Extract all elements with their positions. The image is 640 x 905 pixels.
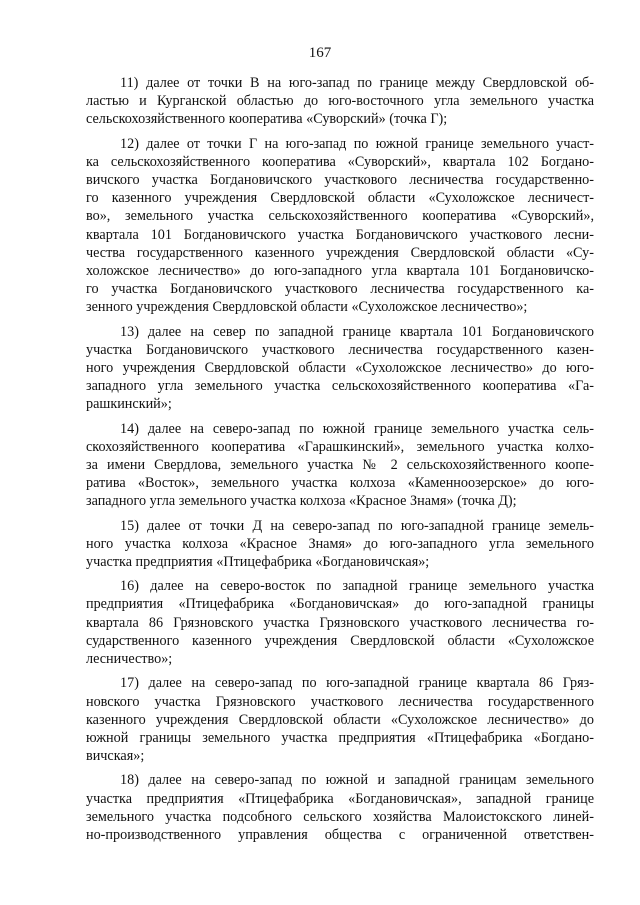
text-line: новского участка Грязновского участкового лесничества государственного xyxy=(86,693,594,710)
text-line: чества государственного казенного учреждения Свердловской области «Су- xyxy=(86,244,594,261)
document-body xyxy=(86,74,594,850)
text-line: 16) далее на северо-восток по западной границе земельного участка xyxy=(120,578,594,595)
text-line: участка предприятия «Птицефабрика «Богдановичская»; xyxy=(86,554,430,571)
text-line: за имени Свердлова, земельного участка № 2 сельскохозяйственного коопе- xyxy=(86,457,594,474)
text-line: квартала 86 Грязновского участка Грязновского участкового лесничества го- xyxy=(86,614,594,631)
text-line: западного угла земельного участка сельскохозяйственного кооператива «Га- xyxy=(86,378,594,395)
text-line: 18) далее на северо-запад по южной и западной границам земельного xyxy=(120,772,594,789)
text-line: ного учреждения Свердловской области «Сухоложское лесничество» до юго- xyxy=(86,360,594,377)
paragraph xyxy=(86,420,594,511)
text-line: 17) далее на северо-запад по юго-западной границе квартала 86 Гряз- xyxy=(120,675,594,692)
text-line: ного участка колхоза «Красное Знамя» до юго-западного угла земельного xyxy=(86,535,594,552)
paragraph xyxy=(86,577,594,668)
text-line: го казенного учреждения Свердловской области «Сухоложское лесничест- xyxy=(86,190,594,207)
paragraph xyxy=(86,323,594,414)
text-line: 13) далее на север по западной границе квартала 101 Богдановичского xyxy=(120,323,594,340)
text-line: казенного учреждения Свердловской области «Сухоложское лесничество» до xyxy=(86,711,594,728)
text-line: зенного учреждения Свердловской области «Сухоложское лесничество»; xyxy=(86,299,528,316)
text-line: ластью и Курганской областью до юго-восточного угла земельного участка xyxy=(86,93,594,110)
text-line: западного угла земельного участка колхоза «Красное Знамя» (точка Д); xyxy=(86,493,517,510)
text-line: во», земельного участка сельскохозяйственного кооператива «Суворский», xyxy=(86,208,594,225)
text-line: рашкинский»; xyxy=(86,396,172,413)
text-line: сударственного казенного учреждения Свердловской области «Сухоложское xyxy=(86,632,594,649)
text-line: ка сельскохозяйственного кооператива «Суворский», квартала 102 Богдано- xyxy=(86,153,594,170)
text-line: холожское лесничество» до юго-западного угла квартала 101 Богдановичско- xyxy=(86,263,594,280)
text-line: вичская»; xyxy=(86,748,145,765)
text-line: вичского участка Богдановичского участкового лесничества государственно- xyxy=(86,172,594,189)
text-line: участка Богдановичского участкового лесничества государственного казен- xyxy=(86,341,594,358)
paragraph xyxy=(86,74,594,129)
text-line: ратива «Восток», земельного участка колхоза «Каменноозерское» до юго- xyxy=(86,475,594,492)
text-line: сельскохозяйственного кооператива «Суворский» (точка Г); xyxy=(86,111,448,128)
text-line: скохозяйственного кооператива «Гарашкинский», земельного участка колхо- xyxy=(86,438,594,455)
text-line: 12) далее от точки Г на юго-запад по южной границе земельного участ- xyxy=(120,135,594,152)
text-line: 11) далее от точки В на юго-запад по границе между Свердловской об- xyxy=(120,75,594,91)
text-line: квартала 101 Богдановичского участка Богдановичского участкового лесни- xyxy=(86,226,594,243)
text-line: го участка Богдановичского участкового лесничества государственного ка- xyxy=(86,281,594,298)
paragraph xyxy=(86,135,594,317)
text-line: участка предприятия «Птицефабрика «Богдановичская», западной границе xyxy=(86,790,594,807)
text-line: предприятия «Птицефабрика «Богдановичская» до юго-западной границы xyxy=(86,596,594,613)
text-line: южной границы земельного участка предприятия «Птицефабрика «Богдано- xyxy=(86,729,594,746)
paragraph xyxy=(86,674,594,765)
page-number: 167 xyxy=(308,45,332,61)
paragraph xyxy=(86,517,594,572)
text-line: 15) далее от точки Д на северо-запад по юго-западной границе земель- xyxy=(120,517,594,534)
text-line: но-производственного управления общества с ограниченной ответствен- xyxy=(86,826,594,843)
text-line: земельного участка подсобного сельского хозяйства Малоистокского линей- xyxy=(86,808,594,825)
text-line: 14) далее на северо-запад по южной границе земельного участка сель- xyxy=(120,420,594,437)
text-line: лесничество»; xyxy=(86,651,173,668)
paragraph xyxy=(86,771,594,844)
